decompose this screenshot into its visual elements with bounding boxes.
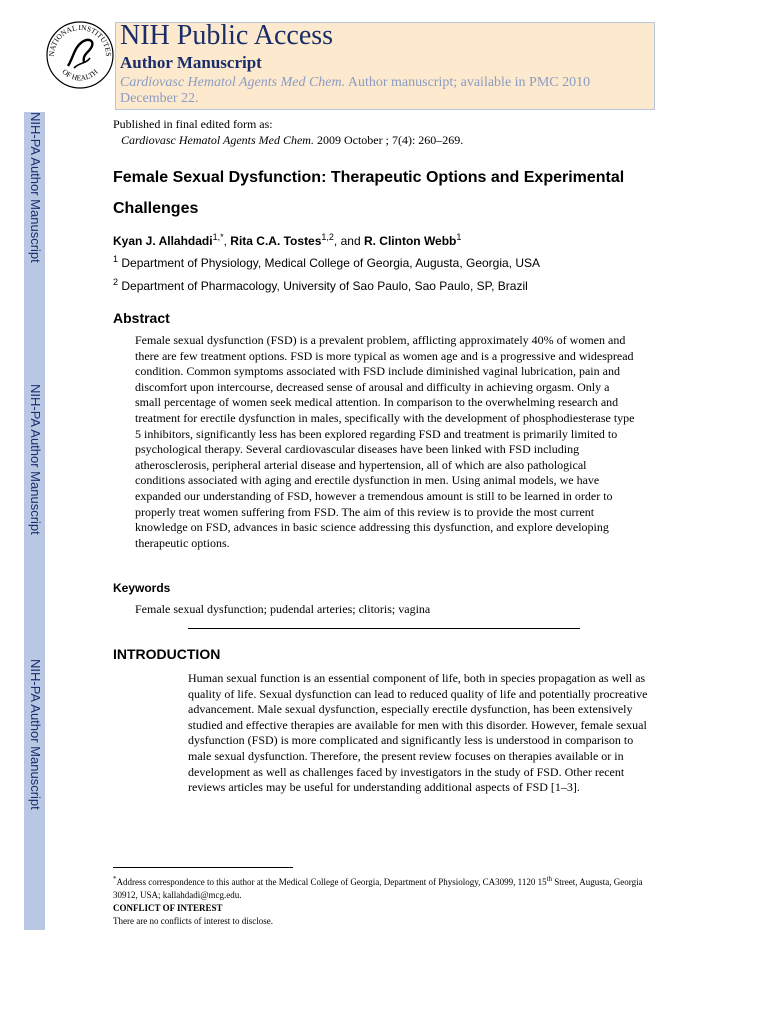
published-label: Published in final edited form as: bbox=[113, 117, 273, 131]
article-title: Female Sexual Dysfunction: Therapeutic Options and Experimental Challenges bbox=[113, 169, 625, 217]
header-citation bbox=[120, 75, 650, 107]
sidebar-label: NIH-PA Author Manuscript bbox=[28, 384, 43, 535]
header-title: NIH Public Access bbox=[120, 20, 334, 51]
nih-logo-icon bbox=[44, 18, 116, 90]
address-text: Address correspondence to this author at the Medical College of Georgia, Department of Physiology, CA3099, 1120 15 bbox=[116, 877, 547, 887]
author-separator: , bbox=[223, 234, 231, 248]
introduction-heading: INTRODUCTION bbox=[113, 646, 221, 662]
abstract-heading: Abstract bbox=[113, 310, 170, 326]
author-list bbox=[113, 234, 461, 248]
logo-text-top: NATIONAL INSTITUTES bbox=[46, 22, 114, 57]
conflict-of-interest-text: There are no conflicts of interest to disclose. bbox=[113, 916, 273, 926]
footnote bbox=[113, 876, 643, 928]
header-availability: Author manuscript; available in PMC 2010 December 22. bbox=[120, 75, 591, 106]
author-name: Kyan J. Allahdadi bbox=[113, 234, 213, 248]
author-affiliation-mark: 1,* bbox=[212, 232, 224, 242]
header-journal: Cardiovasc Hematol Agents Med Chem. bbox=[120, 75, 346, 90]
published-details: 2009 October ; 7(4): 260–269. bbox=[313, 133, 464, 147]
author-manuscript-sidebar bbox=[24, 112, 45, 930]
published-journal: Cardiovasc Hematol Agents Med Chem. bbox=[121, 133, 314, 147]
keywords-text: Female sexual dysfunction; pudendal arteries; clitoris; vagina bbox=[135, 602, 431, 616]
published-citation bbox=[113, 132, 463, 148]
keywords-heading: Keywords bbox=[113, 581, 171, 595]
ordinal-suffix: th bbox=[546, 875, 553, 883]
author-name: Rita C.A. Tostes bbox=[230, 234, 322, 248]
author-name: R. Clinton Webb bbox=[363, 234, 457, 248]
author-affiliation-mark: 1 bbox=[456, 232, 462, 242]
correspondence-address bbox=[113, 876, 643, 902]
nih-public-access-header bbox=[115, 22, 655, 110]
affiliation-number: 1 bbox=[113, 254, 119, 264]
affiliation-text: Department of Pharmacology, University of Sao Paulo, Sao Paulo, SP, Brazil bbox=[118, 279, 528, 293]
address-text: Street, Augusta, Georgia 30912, USA; kallahdadi@mcg.edu. bbox=[113, 877, 643, 900]
affiliation-number: 2 bbox=[113, 277, 119, 287]
logo-text-bottom: OF HEALTH bbox=[60, 67, 100, 83]
sidebar-label: NIH-PA Author Manuscript bbox=[28, 659, 43, 810]
footnote-divider bbox=[113, 867, 293, 868]
footnote-marker: * bbox=[113, 875, 117, 883]
abstract-text: Female sexual dysfunction (FSD) is a prevalent problem, afflicting approximately 40% of women and there are few treatment options. FSD is more typical as women age and is a progressive and widespread condition. Common symptoms associated with FSD include diminished vaginal lubrication, pain and discomfort upon intercourse, decreased sense of arousal and difficulty in achieving orgasm. Only a small percentage of women seek medical attention. In comparison to the overwhelming research and treatment for erectile dysfunction in males, specifically with the development of phosphodiesterase type 5 inhibitors, significantly less has been explored regarding FSD and treatment is primarily limited to psychological therapy. Several cardiovascular diseases have been linked with FSD including atherosclerosis, peripheral arterial disease and hypertension, all of which are also pathological conditions associated with aging and erectile dysfunction in men. Using animal models, we have expanded our understanding of FSD, however a tremendous amount is still to be learned in order to properly treat women suffering from FSD. The aim of this review is to provide the most current knowledge on FSD, advances in basic science addressing this dysfunction, and explore developing therapeutic options. bbox=[135, 333, 635, 550]
affiliation bbox=[113, 256, 540, 270]
conflict-of-interest-heading: CONFLICT OF INTEREST bbox=[113, 903, 223, 913]
affiliation-text: Department of Physiology, Medical College of Georgia, Augusta, Georgia, USA bbox=[118, 256, 541, 270]
section-divider bbox=[188, 628, 580, 629]
author-separator: , and bbox=[333, 234, 364, 248]
affiliation bbox=[113, 279, 528, 293]
introduction-text: Human sexual function is an essential component of life, both in species propagation as well as quality of life. Sexual dysfunction can lead to reduced quality of life and potentially procreative advancement. Male sexual dysfunction, especially erectile dysfunction, has been extensively studied and effective therapies are available for men with this disorder. However, female sexual dysfunction (FSD) is more complicated and significantly less is understood in comparison to male sexual dysfunction. Therefore, the present review focuses on therapies available or in development as well as challenges faced by investigators in the study of FSD. Other recent reviews articles may be useful for understanding additional aspects of FSD [1–3]. bbox=[188, 671, 648, 795]
header-subtitle: Author Manuscript bbox=[120, 53, 262, 72]
publication-info bbox=[113, 116, 463, 148]
author-affiliation-mark: 1,2 bbox=[321, 232, 334, 242]
sidebar-label: NIH-PA Author Manuscript bbox=[28, 112, 43, 263]
